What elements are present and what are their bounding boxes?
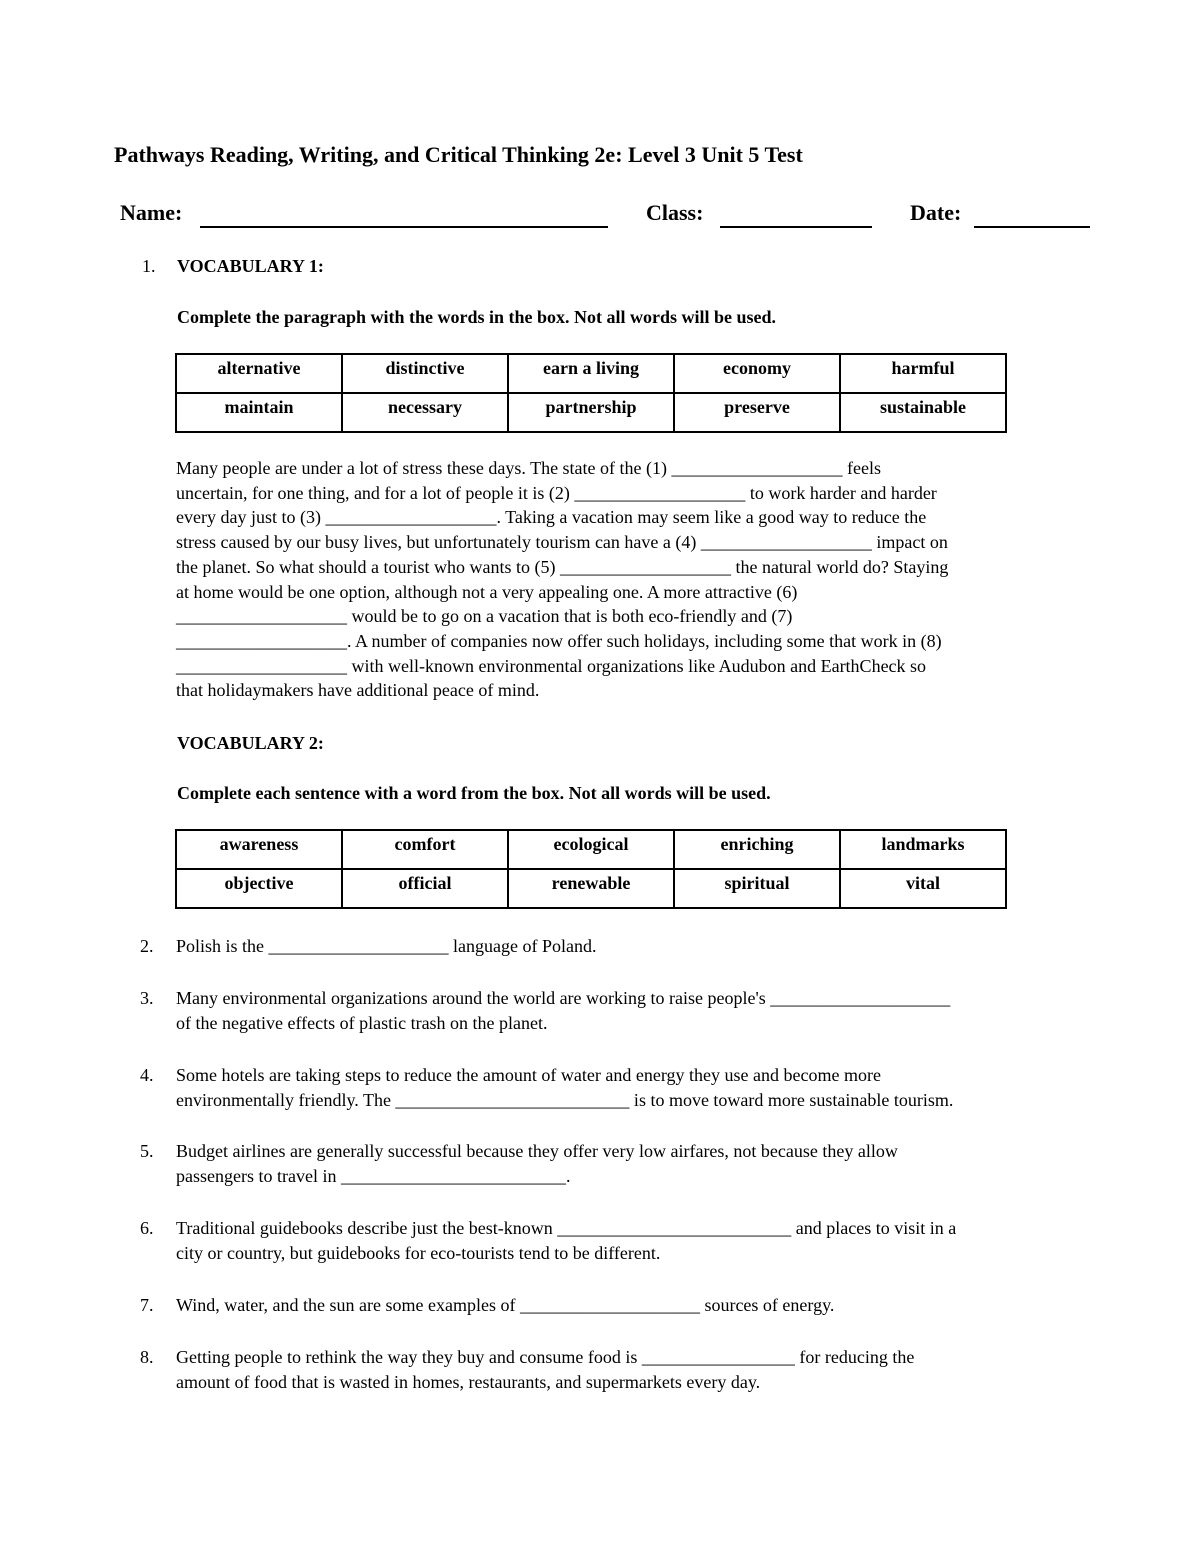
paragraph-line: the planet. So what should a tourist who wants to (5) ___________________ the natural world do? Staying — [176, 556, 949, 577]
paragraph-line: Many people are under a lot of stress these days. The state of the (1) ___________________ feels — [176, 458, 881, 478]
word-cell: earn a living — [508, 354, 674, 393]
question-line: Wind, water, and the sun are some examples of ____________________ sources of energy. — [176, 1295, 835, 1315]
word-cell: maintain — [176, 393, 342, 432]
word-cell: vital — [840, 869, 1006, 908]
question-text — [176, 1139, 898, 1189]
question-line: Polish is the ____________________ language of Poland. — [176, 936, 597, 956]
question-number: 3. — [140, 988, 154, 1008]
question-text — [176, 934, 596, 959]
question-line: Many environmental organizations around the world are working to raise people's ____________________ — [176, 988, 951, 1008]
question-line: Some hotels are taking steps to reduce the amount of water and energy they use and become more — [176, 1065, 881, 1085]
paragraph-line: ___________________ would be to go on a vacation that is both eco-friendly and (7) — [176, 606, 793, 627]
date-label: Date: — [910, 200, 962, 225]
question-line: city or country, but guidebooks for eco-tourists tend to be different. — [176, 1243, 661, 1263]
vocab1-heading: VOCABULARY 1: — [177, 256, 324, 276]
name-blank[interactable] — [200, 226, 608, 228]
word-cell: partnership — [508, 393, 674, 432]
question-text — [176, 1293, 834, 1318]
vocab1-paragraph — [176, 456, 1096, 703]
word-cell: landmarks — [840, 830, 1006, 869]
paragraph-line: every day just to (3) ___________________. Taking a vacation may seem like a good way to reduce the — [176, 507, 927, 528]
word-cell: enriching — [674, 830, 840, 869]
word-row — [176, 869, 1006, 908]
question-line: environmentally friendly. The __________________________ is to move toward more sustainable tourism. — [176, 1090, 954, 1110]
word-row — [176, 354, 1006, 393]
question-line: Traditional guidebooks describe just the best-known __________________________ and places to visit in a — [176, 1218, 957, 1238]
page-title: Pathways Reading, Writing, and Critical Thinking 2e: Level 3 Unit 5 Test — [114, 142, 803, 167]
paragraph-line: at home would be one option, although not a very appealing one. A more attractive (6) — [176, 581, 798, 602]
date-blank[interactable] — [974, 226, 1090, 228]
word-row — [176, 393, 1006, 432]
class-label: Class: — [646, 200, 704, 225]
vocab2-instruction: Complete each sentence with a word from the box. Not all words will be used. — [177, 783, 771, 803]
question-line: amount of food that is wasted in homes, restaurants, and supermarkets every day. — [176, 1372, 761, 1392]
question-number: 7. — [140, 1295, 154, 1315]
vocab2-word-box — [175, 829, 1007, 909]
word-cell: spiritual — [674, 869, 840, 908]
paragraph-line: ___________________ with well-known environmental organizations like Audubon and EarthCheck so — [176, 655, 927, 676]
word-cell: official — [342, 869, 508, 908]
question-text — [176, 1063, 953, 1113]
word-cell: harmful — [840, 354, 1006, 393]
section-number: 1. — [142, 256, 156, 276]
name-label: Name: — [120, 200, 183, 225]
paragraph-line: that holidaymakers have additional peace of mind. — [176, 680, 540, 701]
word-cell: necessary — [342, 393, 508, 432]
word-cell: distinctive — [342, 354, 508, 393]
question-text — [176, 986, 950, 1036]
paragraph-line: uncertain, for one thing, and for a lot of people it is (2) ___________________ to work harder and harder — [176, 482, 937, 503]
word-cell: sustainable — [840, 393, 1006, 432]
vocab2-heading: VOCABULARY 2: — [177, 733, 324, 753]
question-number: 6. — [140, 1218, 154, 1238]
question-line: Getting people to rethink the way they buy and consume food is _________________ for reducing the — [176, 1347, 915, 1367]
word-cell: comfort — [342, 830, 508, 869]
question-number: 4. — [140, 1065, 154, 1085]
question-number: 2. — [140, 936, 154, 956]
question-number: 5. — [140, 1141, 154, 1161]
question-line: Budget airlines are generally successful because they offer very low airfares, not because they allow — [176, 1141, 898, 1161]
question-number: 8. — [140, 1347, 154, 1367]
paragraph-line: ___________________. A number of companies now offer such holidays, including some that work in (8) — [176, 630, 942, 651]
word-cell: alternative — [176, 354, 342, 393]
word-cell: ecological — [508, 830, 674, 869]
word-row — [176, 830, 1006, 869]
question-line: passengers to travel in _________________________. — [176, 1166, 571, 1186]
vocab1-instruction: Complete the paragraph with the words in the box. Not all words will be used. — [177, 307, 777, 327]
class-blank[interactable] — [720, 226, 872, 228]
paragraph-line: stress caused by our busy lives, but unfortunately tourism can have a (4) ___________________ impact on — [176, 532, 948, 553]
word-cell: awareness — [176, 830, 342, 869]
word-cell: objective — [176, 869, 342, 908]
question-text — [176, 1345, 914, 1395]
word-cell: preserve — [674, 393, 840, 432]
vocab1-word-box — [175, 353, 1007, 433]
word-cell: economy — [674, 354, 840, 393]
question-line: of the negative effects of plastic trash on the planet. — [176, 1013, 548, 1033]
word-cell: renewable — [508, 869, 674, 908]
question-text — [176, 1216, 956, 1266]
